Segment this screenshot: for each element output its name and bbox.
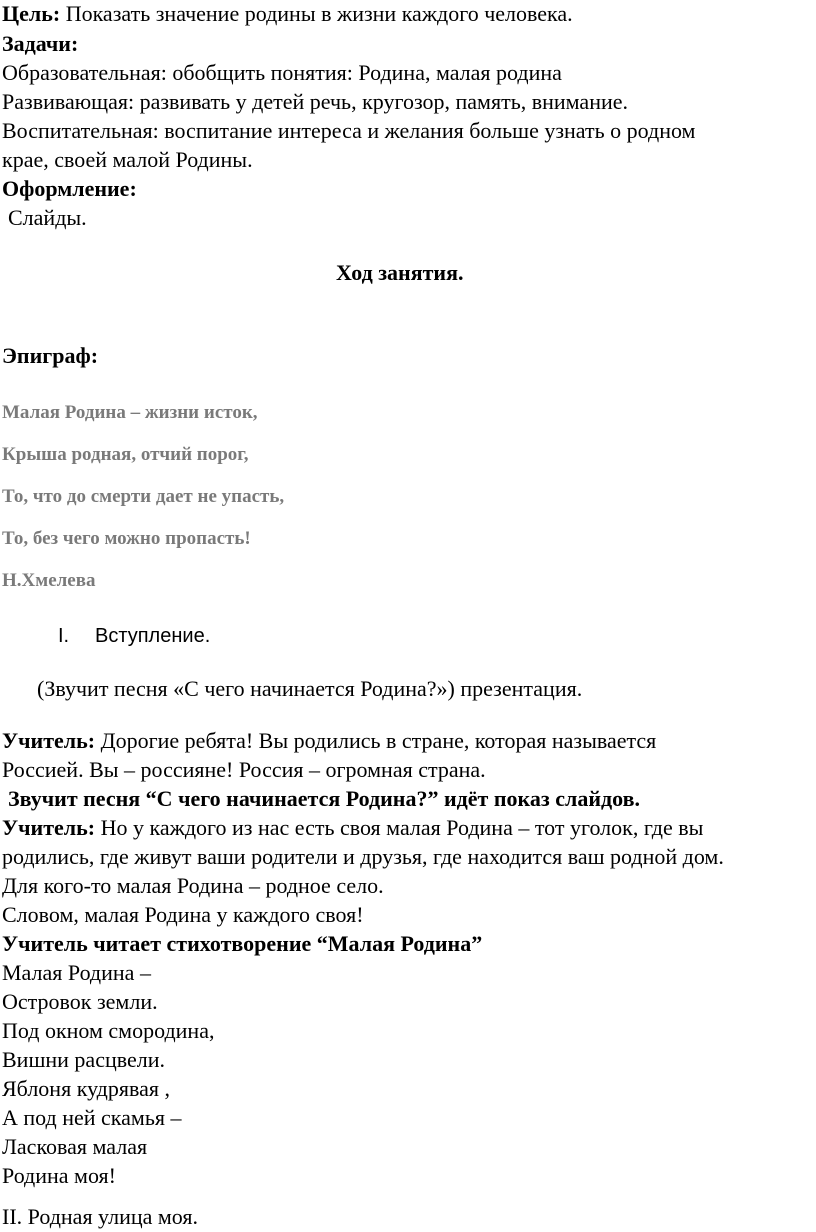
poem-line: Вишни расцвели. [2, 1047, 166, 1072]
design-label: Оформление: [2, 176, 137, 201]
task-line: Воспитательная: воспитание интереса и желания больше узнать о родном [2, 118, 696, 143]
teacher1-line2: Россией. Вы – россияне! Россия – огромная страна. [2, 757, 486, 782]
epigraph-line: То, что до смерти дает не упасть, [2, 486, 285, 507]
epigraph-line: Малая Родина – жизни исток, [2, 402, 258, 423]
teacher2-line: родились, где живут ваши родители и друзья, где находится ваш родной дом. [2, 844, 724, 869]
epigraph-line: Крыша родная, отчий порог, [2, 444, 249, 465]
teacher2-line: Для кого-то малая Родина – родное село. [2, 873, 384, 898]
goal-label: Цель: [2, 1, 61, 26]
teacher2-line [2, 814, 703, 842]
teacher-text: Дорогие ребята! Вы родились в стране, которая называется [95, 728, 657, 753]
section1-number: I. [58, 625, 70, 647]
poem-line: Под окном смородина, [2, 1018, 215, 1043]
poem-line: А под ней скамья – [2, 1105, 182, 1130]
goal-text: Показать значение родины в жизни каждого человека. [60, 1, 573, 26]
poem-line: Яблоня кудрявая , [2, 1076, 170, 1101]
poem-line: Малая Родина – [2, 960, 151, 985]
teacher1-line [2, 727, 656, 755]
tasks-label: Задачи: [2, 31, 79, 56]
poem-heading: Учитель читает стихотворение “Малая Родина” [2, 931, 483, 956]
epigraph-line: То, без чего можно пропасть! [2, 528, 251, 549]
epigraph-author: Н.Хмелева [2, 570, 96, 591]
poem-line: Островок земли. [2, 989, 158, 1014]
song-slides-line: Звучит песня “С чего начинается Родина?” идёт показ слайдов. [8, 786, 640, 811]
design-text: Слайды. [8, 205, 87, 230]
section1-title: Вступление. [95, 625, 211, 647]
goal-line [2, 0, 573, 28]
song-note: (Звучит песня «С чего начинается Родина?») презентация. [37, 676, 583, 701]
task-line: Развивающая: развивать у детей речь, кругозор, память, внимание. [2, 89, 629, 114]
poem-line: Ласковая малая [2, 1134, 148, 1159]
teacher2-line: Словом, малая Родина у каждого своя! [2, 902, 364, 927]
task-line: Образовательная: обобщить понятия: Родина, малая родина [2, 60, 562, 85]
task-line: крае, своей малой Родины. [2, 147, 253, 172]
section2-heading: II. Родная улица моя. [2, 1204, 199, 1229]
lesson-title: Ход занятия. [336, 260, 464, 285]
teacher-label: Учитель: [2, 728, 96, 753]
poem-line: Родина моя! [2, 1163, 117, 1188]
teacher-label: Учитель: [2, 815, 96, 840]
teacher-text: Но у каждого из нас есть своя малая Родина – тот уголок, где вы [95, 815, 704, 840]
epigraph-label: Эпиграф: [2, 343, 99, 368]
